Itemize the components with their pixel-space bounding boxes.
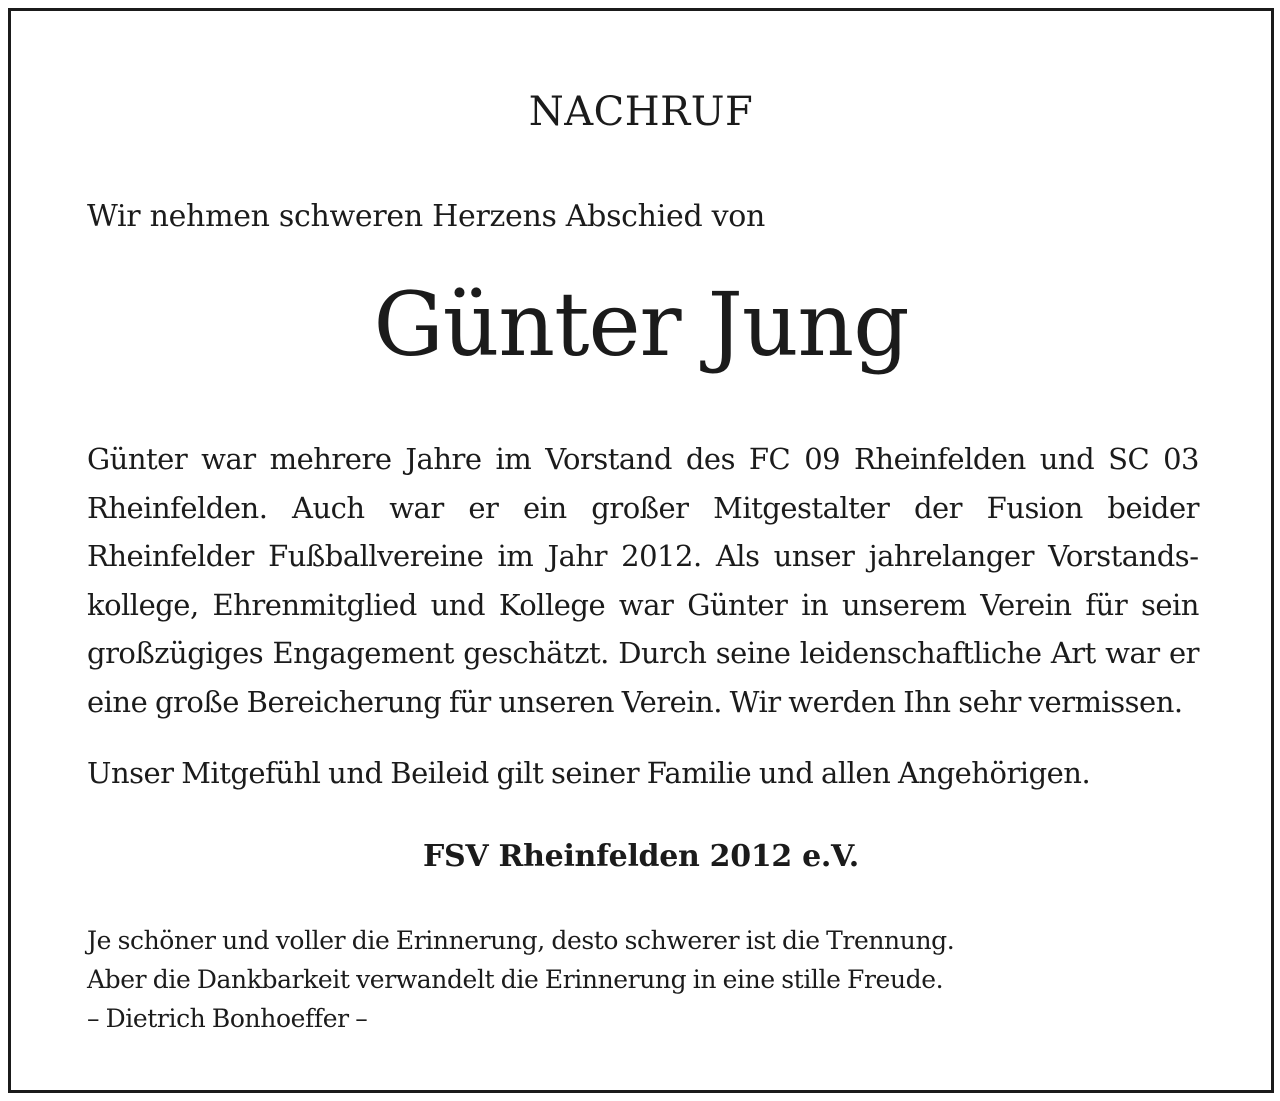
- intro-line: Wir nehmen schweren Herzens Abschied von: [87, 199, 766, 234]
- bonhoeffer-quote: [87, 921, 1187, 1038]
- club-signature: FSV Rheinfelden 2012 e.V.: [423, 839, 859, 874]
- tribute-paragraph: Günter war mehrere Jahre im Vorstand des FC 09 Rheinfelden und SC 03 Rheinfelden. Auch war er ein großer Mitgestalter der Fusion beider Rheinfelder Fußballvereine im Jahr 2012. Als unser jahrelanger Vorstandskollege, Ehrenmitglied und Kollege war Günter in unserem Verein für sein großzügiges Engagement geschätzt. Durch seine leidenschaftliche Art war er eine große Bereicherung für unseren Verein. Wir werden Ihn sehr vermissen.: [87, 442, 1199, 719]
- notice-heading: NACHRUF: [528, 89, 754, 135]
- quote-line: Je schöner und voller die Erinnerung, desto schwerer ist die Trennung.: [87, 926, 955, 955]
- condolence-paragraph: Unser Mitgefühl und Beileid gilt seiner Familie und allen Angehörigen.: [87, 756, 1091, 790]
- obituary-notice: [8, 8, 1274, 1093]
- deceased-name: Günter Jung: [373, 273, 909, 376]
- quote-line: Aber die Dankbarkeit verwandelt die Erinnerung in eine stille Freude.: [87, 965, 944, 994]
- quote-attribution: – Dietrich Bonhoeffer –: [87, 1004, 368, 1033]
